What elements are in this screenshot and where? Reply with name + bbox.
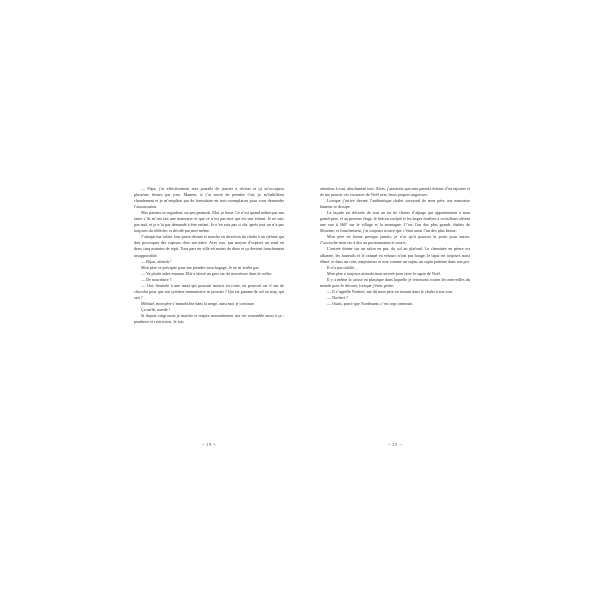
paragraph: — Oui, destinée à une meal qui pourrait mourir en route, en pourrait car il ont de chocolat pour que ton système immunitaire se pouvait ? Qui est gamme de sol ou trop, qui sait ?: [134, 282, 284, 300]
right-page-number: [320, 442, 470, 448]
left-page-number: [134, 442, 284, 448]
paragraph: Ça suffit, merde !: [141, 306, 171, 312]
paragraph: L’entrée donne sur un salon en pin, du sol au plafond. La cheminée en pierre est allumée, les fauteuils et le canapé en velours n’ont pas bougé, le tapis est toujours aussi élimé, et dans un coin, majestueux et tout comme un sapin, un sapin patiente dans son pot.: [320, 246, 470, 264]
paragraph: — Va plutôt aider maman. Elle a laissé un gros sac de nourriture dans le coffre.: [141, 270, 273, 276]
paragraph: — Bijou, attends !: [141, 258, 172, 264]
paragraph: Médusé, mon père s’immobilise dans la neige, ainsi moi je continue.: [141, 300, 255, 306]
paragraph: Il y a même la caisse en plastique dans laquelle je retrouvais toutes les merveilles du monde pour le décorer, lorsque j’étais petite.: [320, 276, 470, 288]
paragraph: Mes parents se regardent, un peu penauds. Moi, je boue. Ce n’est quand même pas ma faute s’ils m’ont fait une mauvaise et que ce n’est pas moi qui est une enfant. Je ne suis pas mal, et je n’ai pas demandé à être enfant. Je n’en suis pas si sûr, après tout on n’a pas toujours du réfléchir et décidé par moi-même.: [134, 210, 284, 234]
paragraph: — Papa, j’ai effectivement mes portails de janvier à réviser et ça m’occupera plusieurs heures par jour. Mamen, si j’ai envie de prendre l’air, je m’habillerai chaudement et je m’emplirai par de formulaire en trois exemplaires pour vous demander l’autorisation.: [134, 186, 284, 210]
paragraph: Mon père en ferme presque jamais, je n’ai qu’à pousser la porte pour entrer. J’accroche mon sac à dos au portemanteau et souris.: [320, 234, 470, 246]
paragraph: attention à tout, absolument tout. Alors, j’aimerais que mes parents évitent d’en rajouter et de me pourrir ces vacances de Noël avec leurs propres angoisses.: [320, 186, 470, 198]
paragraph: — De nourriture ?: [141, 276, 172, 282]
paragraph: Si depuis vingt mois je marche et respire normalement, ma vie ressemble aussi à ça : prudence et restriction. Je fais: [134, 312, 284, 325]
ornament-left-icon: ~: [201, 443, 205, 448]
ornament-right-icon: ~: [399, 443, 403, 448]
paragraph: Mon père se précipite pour me prendre mon bagage. Je ne m’arrête pas.: [141, 264, 260, 270]
paragraph: La façade est décorée de tout un tas de choses d’alpage qui appartenaient à mon grand-père, et au premier étage, le balcon sculpté et les larges fenêtres à croisillons offrent une vue à 360° sur le village et la montagne. C’est l’un des plus grands chalets de Morzine, et franchement, j’ai toujours trouvé que c’était aussi l’un des plus beaux.: [320, 210, 470, 234]
paragraph: J’attrape ma valise, leur passe devant et marche en direction du chalet à un rythme qui doit provoquer des vapeurs chez ma mère. Avec eux, pas moyen d’espérer un seuil en deux cinq minutes de répit. Tous pars en ville en moins de deux et ça devient franchement insupportable.: [134, 234, 284, 258]
paragraph: Il n’a pas oublié…: [327, 264, 358, 270]
ornament-left-icon: ~: [387, 443, 391, 448]
paragraph: Lorsque j’arrive devant l’authentique chalet savoyard de mon père, ma mauvaise humeur se dissipe.: [320, 198, 470, 210]
right-page-text: [320, 186, 470, 307]
paragraph: — Ouais, parce que Nordmann, c’est trop commun.: [327, 300, 413, 306]
paragraph: Mon père a toujours attendu mon arrivée pour faire le sapin de Noël.: [327, 270, 441, 276]
paragraph: — Norbert ?: [327, 294, 348, 300]
left-folio-number: 19: [206, 442, 212, 447]
right-folio-number: 23: [392, 442, 398, 447]
paragraph: — Il s’appelle Norbert, me dit mon père en entrant dans le chalet à son tour.: [327, 288, 454, 294]
ornament-right-icon: ~: [213, 443, 217, 448]
left-page-text: [134, 186, 284, 325]
